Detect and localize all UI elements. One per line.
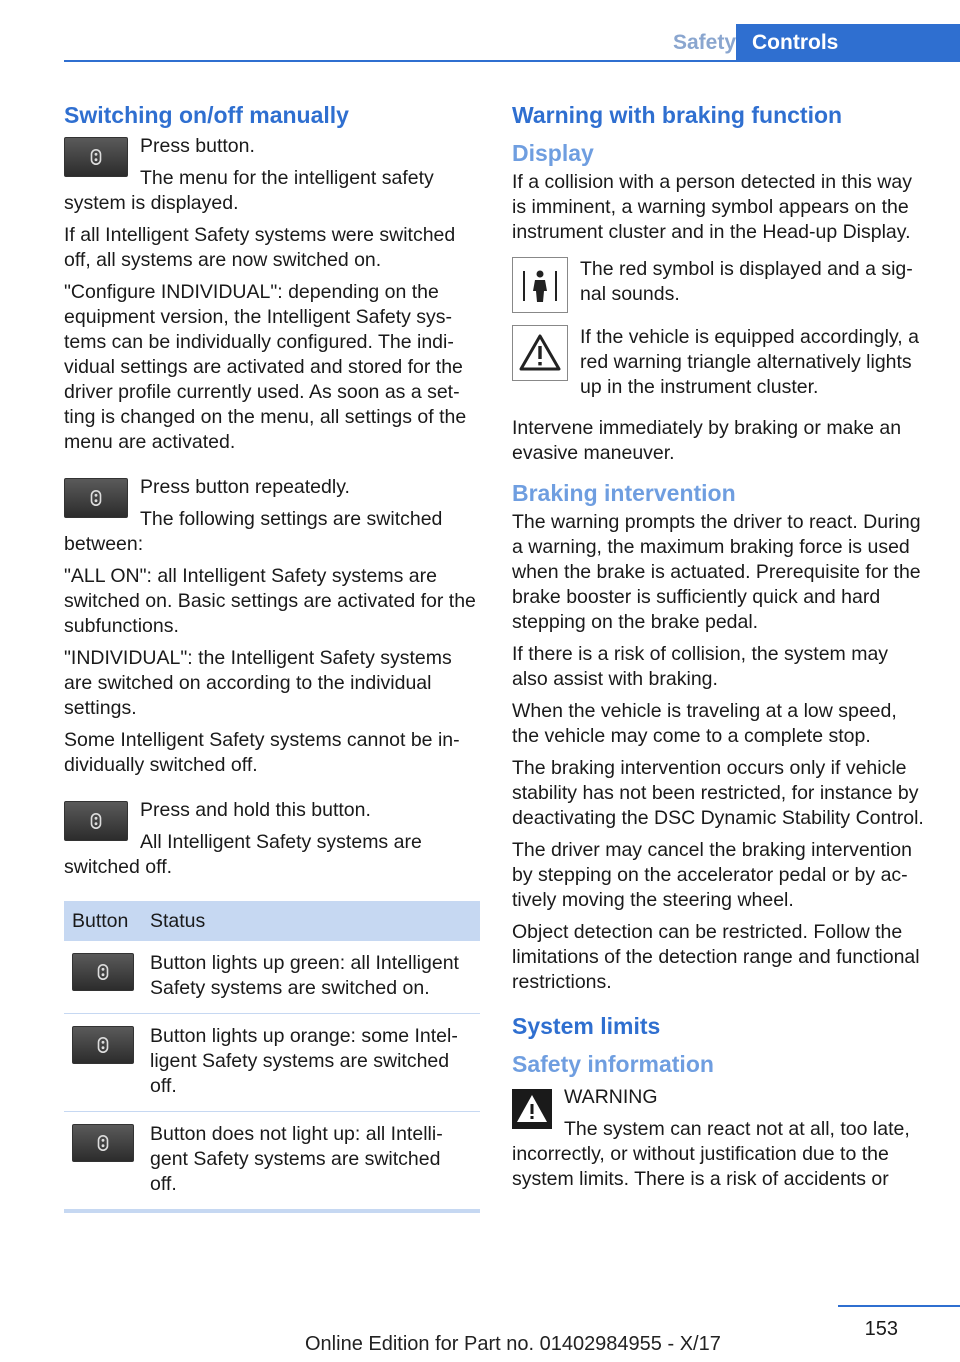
- pedestrian-warning-icon: [512, 257, 568, 313]
- table-header-button: Button: [64, 901, 142, 941]
- triangle-warning-row: [512, 325, 928, 400]
- pedestrian-warning-row: [512, 257, 928, 313]
- footer-rule: [838, 1305, 960, 1307]
- page-number: 153: [864, 1318, 898, 1340]
- paragraph-braking-3: When the vehicle is traveling at a low speed, the vehicle may come to a complete stop.: [512, 700, 897, 747]
- table-row: [64, 1112, 480, 1212]
- red-triangle-text: If the vehicle is equipped accordingly, a red warning triangle alternatively lights up in the instrument cluster.: [580, 326, 919, 398]
- paragraph-braking-1: The warning prompts the driver to react. During a warning, the maximum braking force is used when the brake is actuated. Prerequisite for the brake booster is sufficiently quick and hard stepping on the brake pedal.: [512, 511, 921, 633]
- heading-switching-manually: Switching on/off manually: [64, 102, 349, 128]
- edition-footer: Online Edition for Part no. 01402984955 - X/17: [305, 1333, 721, 1355]
- paragraph-cannot-switch-off: Some Intelligent Safety systems cannot be individually switched off.: [64, 729, 460, 776]
- warning-block: [512, 1085, 928, 1199]
- safety-button-icon: [64, 801, 128, 841]
- warning-label: WARNING: [564, 1086, 658, 1108]
- block-press-repeatedly: [64, 475, 480, 564]
- block-press-button: [64, 134, 480, 223]
- status-text: Button does not light up: all Intelligent Safety systems are switched off.: [142, 1112, 480, 1212]
- all-switched-off-text: All Intelligent Safety systems are switched off.: [64, 831, 422, 878]
- press-repeatedly-text: Press button repeatedly.: [140, 476, 350, 498]
- paragraph-braking-6: Object detection can be restricted. Follow the limitations of the detection range and functional restrictions.: [512, 921, 920, 993]
- paragraph-display: If a collision with a person detected in this way is imminent, a warning symbol appears on the instrument cluster and in the Head-up Display.: [512, 171, 912, 243]
- table-row: [64, 1014, 480, 1112]
- safety-button-icon: [64, 137, 128, 177]
- paragraph-braking-4: The braking intervention occurs only if vehicle stability has not been restricted, for instance by deactivating the DSC Dynamic Stability Control.: [512, 757, 924, 829]
- status-text: Button lights up green: all Intelligent Safety systems are switched on.: [142, 941, 480, 1014]
- heading-safety-information: Safety information: [512, 1051, 714, 1077]
- button-status-table: [64, 901, 480, 1213]
- red-symbol-text: The red symbol is displayed and a signal sounds.: [580, 258, 913, 305]
- left-column: [64, 100, 480, 1213]
- table-row: [64, 941, 480, 1014]
- menu-displayed-text: The menu for the intelligent safety system is displayed.: [64, 167, 434, 214]
- press-hold-text: Press and hold this button.: [140, 799, 371, 821]
- warning-triangle-icon: [512, 325, 568, 381]
- page-header: [64, 24, 960, 62]
- heading-warning-braking: Warning with braking function: [512, 102, 843, 128]
- paragraph-braking-5: The driver may cancel the braking intervention by stepping on the accelerator pedal or by actively moving the steering wheel.: [512, 839, 912, 911]
- paragraph-all-switched-on: If all Intelligent Safety systems were switched off, all systems are now switched on.: [64, 224, 456, 271]
- paragraph-configure-individual: "Configure INDIVIDUAL": depending on the equipment version, the Intelligent Safety systems can be individually configured. The individual settings are activated and stored for the driver profile currently used. As soon as a setting is changed on the menu, all settings of the menu are activated.: [64, 281, 467, 453]
- safety-button-icon: [72, 1026, 134, 1064]
- status-text: Button lights up orange: some Intelligent Safety systems are switched off.: [142, 1014, 480, 1112]
- right-column: [512, 100, 928, 1199]
- safety-button-icon: [72, 1124, 134, 1162]
- safety-button-icon: [64, 478, 128, 518]
- chapter-tab-controls: Controls: [736, 24, 960, 62]
- warning-triangle-icon: [512, 1089, 552, 1129]
- heading-display: Display: [512, 140, 594, 166]
- paragraph-intervene: Intervene immediately by braking or make an evasive maneuver.: [512, 417, 902, 464]
- paragraph-braking-2: If there is a risk of collision, the system may also assist with braking.: [512, 643, 889, 690]
- block-press-hold: [64, 798, 480, 887]
- warning-text: The system can react not at all, too late, incorrectly, or without justification due to the system limits. There is a risk of accidents or: [512, 1118, 910, 1190]
- section-tab-safety: Safety: [672, 31, 736, 54]
- press-button-text: Press button.: [140, 135, 255, 157]
- paragraph-individual: "INDIVIDUAL": the Intelligent Safety systems are switched on according to the individual settings.: [64, 647, 452, 719]
- table-header-status: Status: [142, 901, 480, 941]
- settings-switched-text: The following settings are switched between:: [64, 508, 443, 555]
- paragraph-all-on: "ALL ON": all Intelligent Safety systems are switched on. Basic settings are activated for the subfunctions.: [64, 565, 476, 637]
- heading-system-limits: System limits: [512, 1013, 661, 1039]
- heading-braking-intervention: Braking intervention: [512, 480, 736, 506]
- safety-button-icon: [72, 953, 134, 991]
